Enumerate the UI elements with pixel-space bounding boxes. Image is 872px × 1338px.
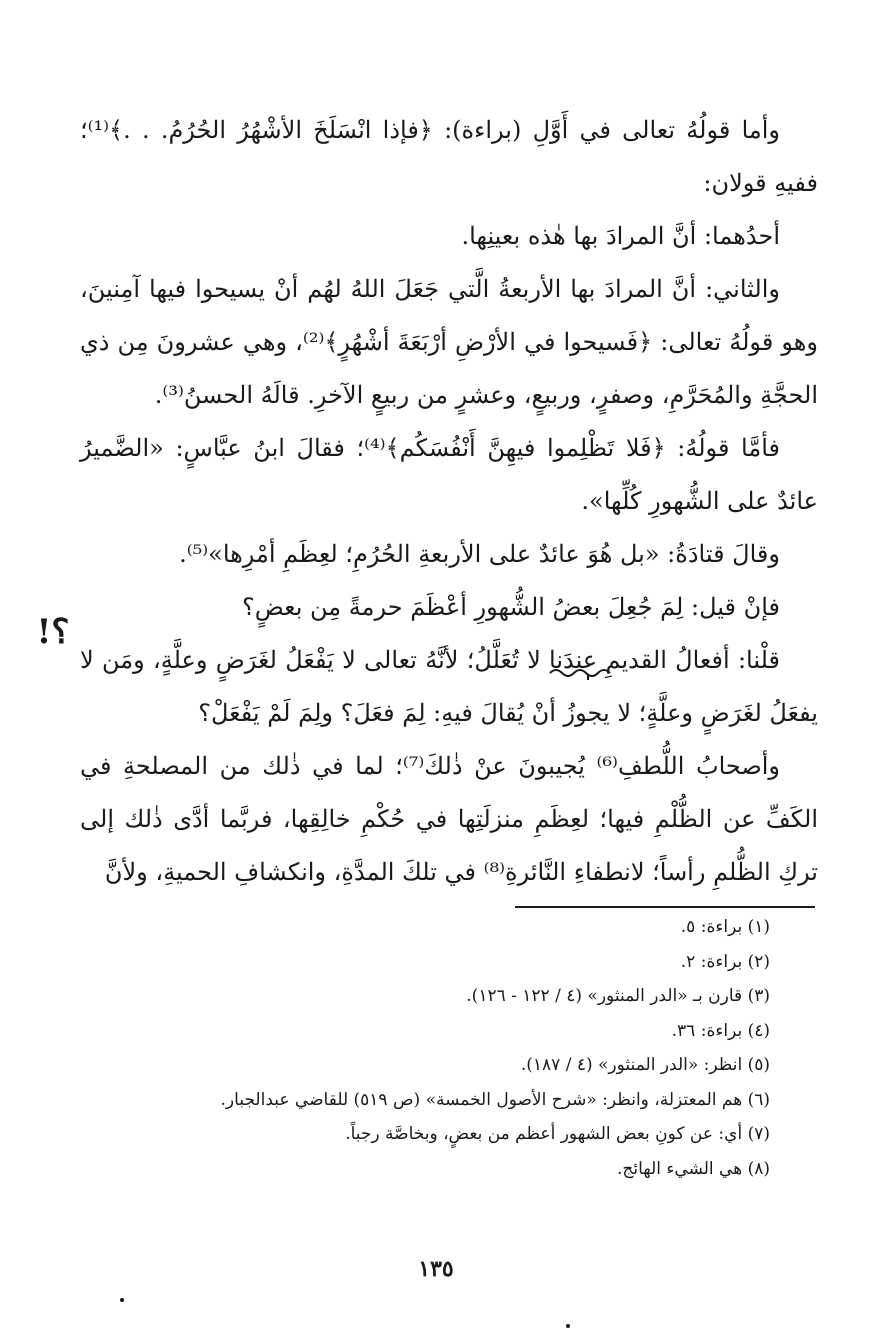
footnote-divider: [515, 906, 815, 908]
paragraph: قلْنا: أفعالُ القديمِ عندَنا لا تُعَلَّلُ؛ لأنَّهُ تعالى لا يَفْعَلُ لغَرَضٍ وعلَّةٍ، ومَن لا يفعَلُ لغَرَضٍ وعلَّةٍ؛ لا يجوزُ أنْ يُقالَ فيهِ: لِمَ فعَلَ؟ ولِمَ لَمْ يَفْعَلْ؟: [80, 646, 818, 727]
footnote: (١) براءة: ٥.: [680, 917, 770, 937]
footnotes: [80, 910, 770, 1186]
handwritten-underline-mark: [548, 665, 618, 681]
footnote: (٧) أي: عن كونِ بعض الشهور أعظم من بعضٍ، وبخاصَّة رجباً.: [345, 1124, 770, 1144]
footnote: (٦) هم المعتزلة، وانظر: «شرح الأصول الخمسة» (ص ٥١٩) للقاضي عبدالجبار.: [220, 1089, 770, 1110]
handwritten-margin-note: ؟!: [36, 612, 70, 652]
main-text: [80, 104, 818, 899]
paragraph: وأصحابُ اللُّطفِ⁽⁶⁾ يُجيبونَ عنْ ذٰلكَ⁽⁷⁾؛ لما في ذٰلك من المصلحةِ في الكَفِّ عن الظُّلْمِ فيها؛ لعِظَمِ منزلَتِها في حُكْمِ خالِقِها، فربَّما أدَّى ذٰلك إلى تركِ الظُّلمِ رأساً؛ لانطفاءِ النَّائرةِ⁽⁸⁾ في تلكَ المدَّةِ، وانكشافِ الحميةِ، ولأنَّ: [80, 752, 818, 886]
paragraph: فأمَّا قولُهُ: ﴿فَلا تَظْلِموا فيهِنَّ أَنْفُسَكُم﴾⁽⁴⁾؛ فقالَ ابنُ عبَّاسٍ: «الضَّميرُ عائدٌ على الشُّهورِ كُلِّها».: [80, 434, 818, 515]
footnote: (٥) انظر: «الدر المنثور» (٤ / ١٨٧).: [520, 1055, 770, 1075]
footnote: (٢) براءة: ٢.: [680, 951, 770, 972]
scan-speck: [566, 1324, 570, 1328]
paragraph: وأما قولُهُ تعالى في أَوَّلِ (براءة): ﴿فإذا انْسَلَخَ الأشْهُرُ الحُرُمُ. . .﴾⁽¹⁾؛ ففيهِ قولان:: [80, 116, 818, 197]
paragraph: والثاني: أنَّ المرادَ بها الأربعةُ الَّتي جَعَلَ اللهُ لهُم أنْ يسيحوا فيها آمِنينَ، وهو قولُهُ تعالى: ﴿فَسيحوا في الأرْضِ أرْبَعَةَ أشْهُرٍ﴾⁽²⁾، وهي عشرونَ مِن ذي الحجَّةِ والمُحَرَّمِ، وصفرٍ، وربيعٍ، وعشرٍ من ربيعٍ الآخرِ. قالَهُ الحسنُ⁽³⁾.: [80, 275, 818, 409]
footnote: (٣) قارن بـ «الدر المنثور» (٤ / ١٢٢ - ١٢٦).: [466, 986, 770, 1006]
paragraph: فإنْ قيل: لِمَ جُعِلَ بعضُ الشُّهورِ أعْظَمَ حرمةً مِن بعضٍ؟: [242, 593, 780, 621]
paragraph: وقالَ قتادَةُ: «بل هُوَ عائدٌ على الأربعةِ الحُرُمِ؛ لعِظَمِ أمْرِها»⁽⁵⁾.: [179, 540, 780, 568]
page-number: ١٣٥: [418, 1256, 454, 1282]
scan-speck: [120, 1298, 124, 1302]
paragraph: أحدُهما: أنَّ المرادَ بها هٰذه بعينِها.: [461, 222, 780, 250]
footnote: (٤) براءة: ٣٦.: [671, 1020, 770, 1041]
footnote: (٨) هي الشيء الهائج.: [616, 1158, 770, 1179]
